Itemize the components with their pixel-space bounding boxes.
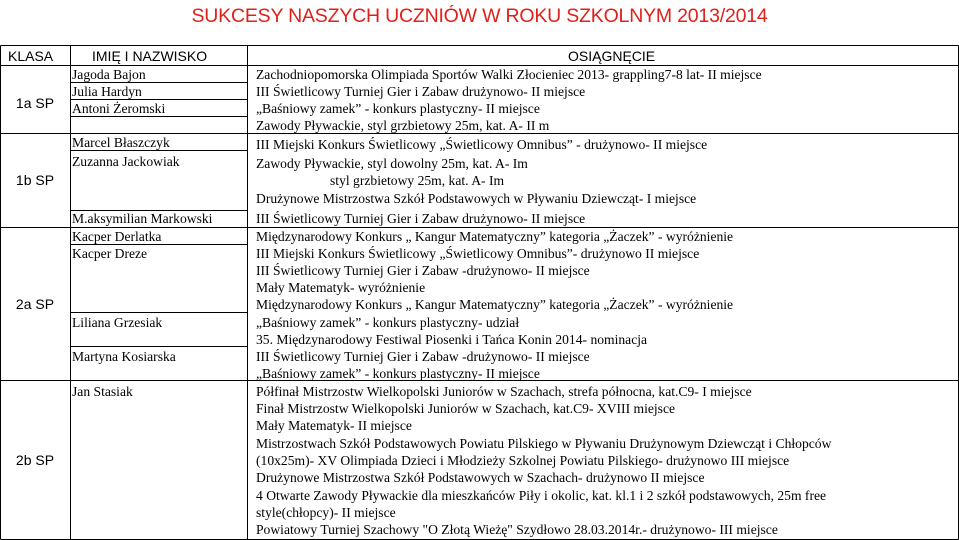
achievement-line: Drużynowe Mistrzostwa Szkół Podstawowych w Pływaniu Dziewcząt- I miejsce [256,191,697,206]
achievement-line: Półfinał Mistrzostw Wielkopolski Juniorów w Szachach, strefa północna, kat.C9- I miejsce [256,384,752,399]
student-name: M.aksymilian Markowski [72,211,213,226]
achievement-line: styl grzbietowy 25m, kat. A- Im [330,173,505,188]
achievement-line: „Baśniowy zamek” - konkurs plastyczny- udział [256,315,520,330]
achievement-line: Drużynowe Mistrzostwa Szkół Podstawowych w Szachach- drużynowo II miejsce [256,470,705,485]
student-name: Jagoda Bajon [72,67,146,82]
student-name: Marcel Błaszczyk [72,135,170,150]
achievement-line: (10x25m)- XV Olimpiada Dzieci i Młodzieży Szkolnej Powiatu Pilskiego- drużynowo III miejsce [256,453,790,468]
achievement-line: Mały Matematyk- II miejsce [256,418,412,433]
achievement-line: Międzynarodowy Konkurs „ Kangur Matematyczny” kategoria „Żaczek” - wyróżnienie [256,229,734,244]
class-label: 1b SP [15,172,55,188]
achievement-line: III Świetlicowy Turniej Gier i Zabaw -drużynowo- II miejsce [256,263,590,278]
student-name: Antoni Żeromski [72,101,166,116]
student-name: Martyna Kosiarska [72,349,176,364]
student-name: Zuzanna Jackowiak [72,154,180,169]
achievement-line: III Świetlicowy Turniej Gier i Zabaw drużynowo- II miejsce [256,84,586,99]
achievement-line: Międzynarodowy Konkurs „ Kangur Matematyczny” kategoria „Żaczek” - wyróżnienie [256,297,734,312]
class-label: 2b SP [15,452,55,468]
student-name: Jan Stasiak [72,384,133,399]
achievement-line: III Miejski Konkurs Świetlicowy „Świetlicowy Omnibus”- drużynowo II miejsce [256,246,700,261]
class-label: 1a SP [15,95,55,111]
achievement-line: Zawody Pływackie, styl grzbietowy 25m, kat. A- II m [256,118,550,133]
achievement-line: III Świetlicowy Turniej Gier i Zabaw drużynowo- II miejsce [256,211,586,226]
header-achievement: OSIĄGNĘCIE [568,48,656,64]
student-name: Kacper Dreze [72,246,148,261]
achievement-line: style(chłopcy)- II miejsce [256,505,396,520]
achievement-line: Mały Matematyk- wyróżnienie [256,280,426,295]
achievement-line: „Baśniowy zamek” - konkurs plastyczny- II miejsce [256,101,540,116]
achievement-line: Mistrzostwach Szkół Podstawowych Powiatu Pilskiego w Pływaniu Drużynowym Dziewcząt i Chłopców [256,436,832,451]
achievement-line: III Świetlicowy Turniej Gier i Zabaw -drużynowo- II miejsce [256,349,590,364]
achievement-line: 35. Międzynarodowy Festiwal Piosenki i Tańca Konin 2014- nominacja [256,332,648,347]
student-name: Liliana Grzesiak [72,315,163,330]
achievement-line: Zachodniopomorska Olimpiada Sportów Walki Złocieniec 2013- grappling7-8 lat- II miejsce [256,67,762,82]
achievement-line: Zawody Pływackie, styl dowolny 25m, kat. A- Im [256,156,528,171]
page-title: SUKCESY NASZYCH UCZNIÓW W ROKU SZKOLNYM 2013/2014 [191,5,768,27]
header-name: IMIĘ I NAZWISKO [92,48,208,64]
achievement-line: III Miejski Konkurs Świetlicowy „Świetlicowy Omnibus” - drużynowo- II miejsce [256,137,708,152]
achievement-line: Finał Mistrzostw Wielkopolski Juniorów w Szachach, kat.C9- XVIII miejsce [256,401,676,416]
achievement-line: „Baśniowy zamek” - konkurs plastyczny- II miejsce [256,366,540,381]
achievement-line: Powiatowy Turniej Szachowy "O Złotą Wieżę" Szydłowo 28.03.2014r.- drużynowo- III miejsce [256,522,778,537]
student-name: Kacper Derlatka [72,229,162,244]
class-label: 2a SP [15,296,55,312]
achievement-line: 4 Otwarte Zawody Pływackie dla mieszkańców Piły i okolic, kat. kl.1 i 2 szkół podstawowych, 25m free [256,488,827,503]
header-class: KLASA [8,48,54,64]
student-name: Julia Hardyn [72,84,142,99]
